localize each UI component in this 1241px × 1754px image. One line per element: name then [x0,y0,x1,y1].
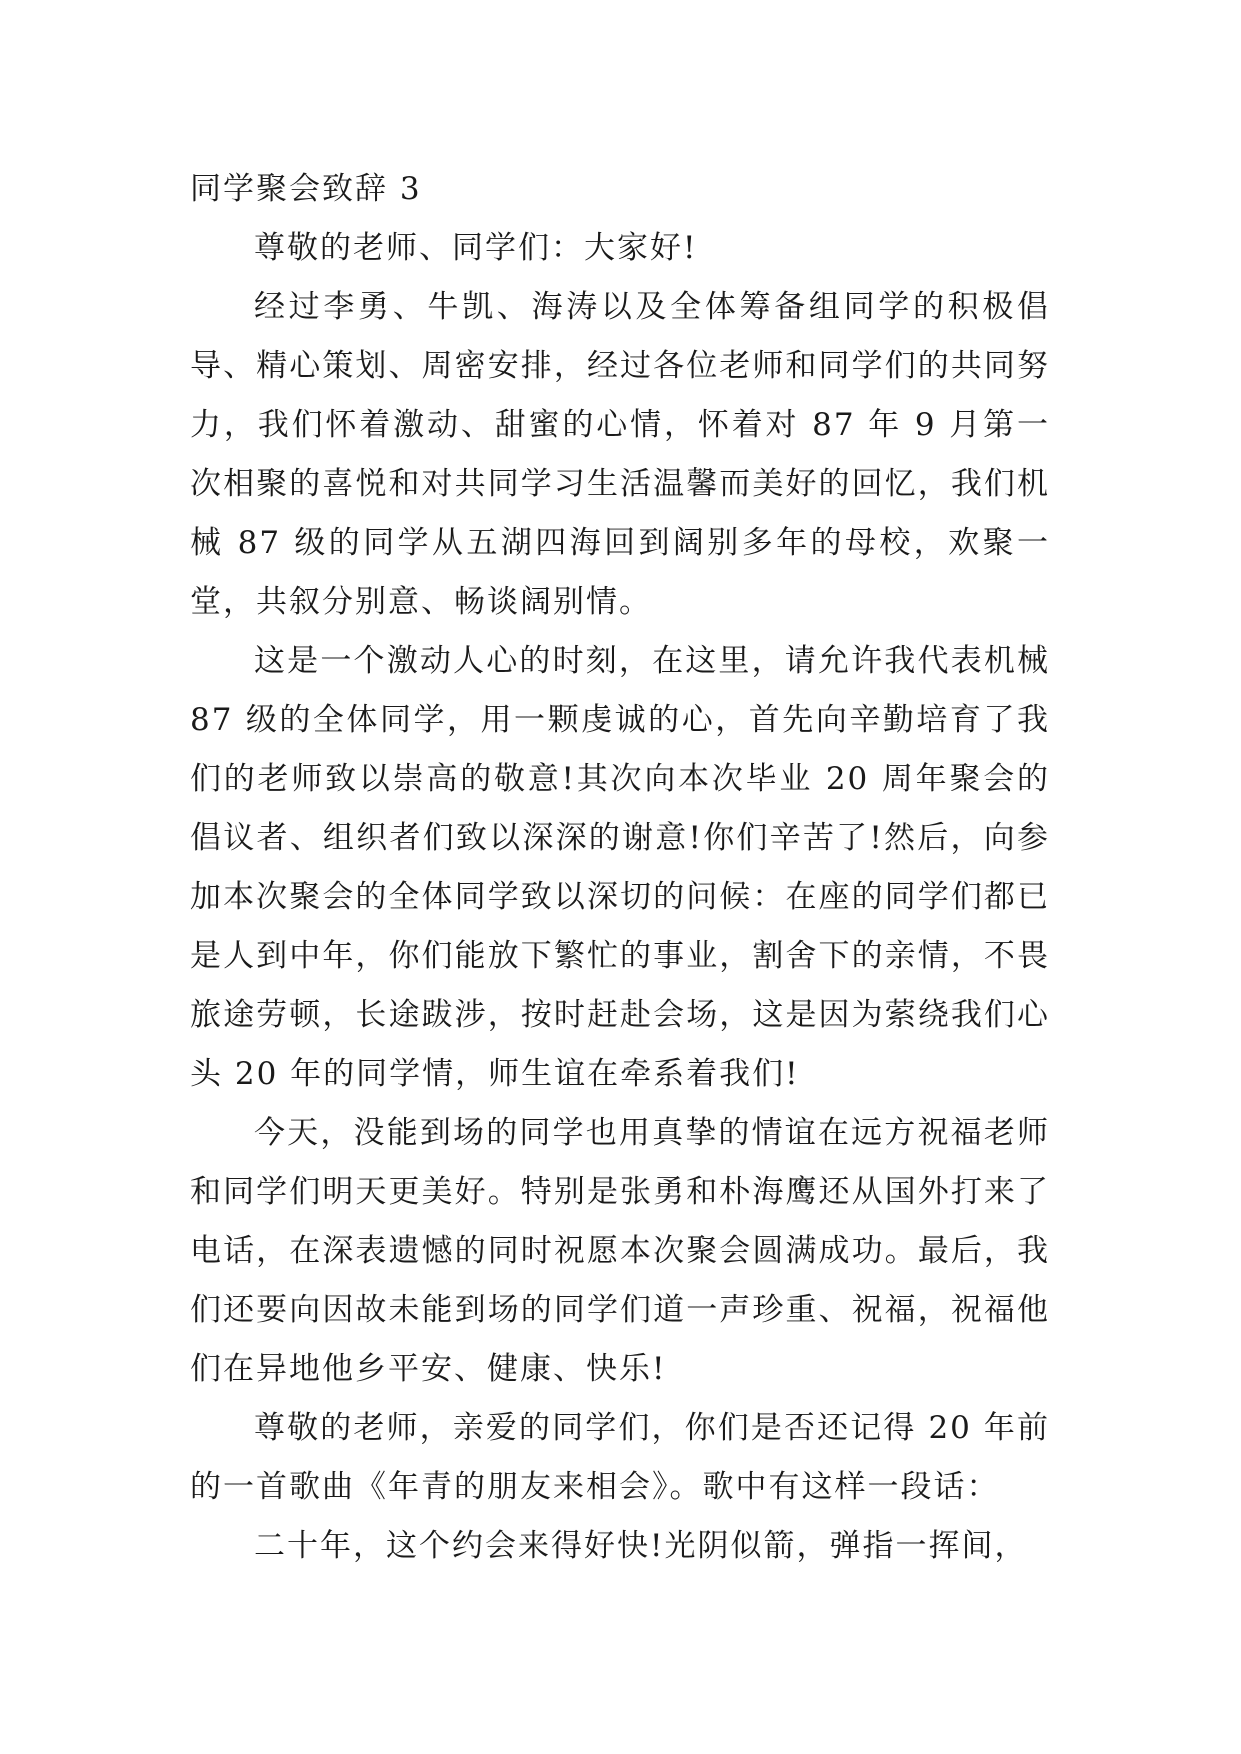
document-body [190,160,1050,1576]
document-title: 同学聚会致辞 3 [190,171,422,207]
paragraph-greeting: 尊敬的老师、同学们：大家好! [254,230,698,266]
paragraph-absent-classmates: 今天，没能到场的同学也用真挚的情谊在远方祝福老师和同学们明天更美好。特别是张勇和朴海鹰还从国外打来了电话，在深表遗憾的同时祝愿本次聚会圆满成功。最后，我们还要向因故未能到场的同学们道一声珍重、祝福，祝福他们在异地他乡平安、健康、快乐! [190,1115,1050,1387]
paragraph-song: 尊敬的老师，亲爱的同学们，你们是否还记得 20 年前的一首歌曲《年青的朋友来相会》。歌中有这样一段话： [190,1410,1050,1505]
paragraph-lyrics: 二十年，这个约会来得好快!光阴似箭，弹指一挥间， [254,1528,1028,1564]
paragraph-gathering: 经过李勇、牛凯、海涛以及全体筹备组同学的积极倡导、精心策划、周密安排，经过各位老师和同学们的共同努力，我们怀着激动、甜蜜的心情，怀着对 87 年 9 月第一次相聚的喜悦和对共同学习生活温馨而美好的回忆，我们机械 87 级的同学从五湖四海回到阔别多年的母校，欢聚一堂，共叙分别意、畅谈阔别情。 [190,289,1050,620]
paragraph-gratitude: 这是一个激动人心的时刻，在这里，请允许我代表机械 87 级的全体同学，用一颗虔诚的心，首先向辛勤培育了我们的老师致以崇高的敬意!其次向本次毕业 20 周年聚会的倡议者、组织者们致以深深的谢意!你们辛苦了!然后，向参加本次聚会的全体同学致以深切的问候：在座的同学们都已是人到中年，你们能放下繁忙的事业，割舍下的亲情，不畏旅途劳顿，长途跋涉，按时赶赴会场，这是因为萦绕我们心头 20 年的同学情，师生谊在牵系着我们! [190,643,1050,1092]
